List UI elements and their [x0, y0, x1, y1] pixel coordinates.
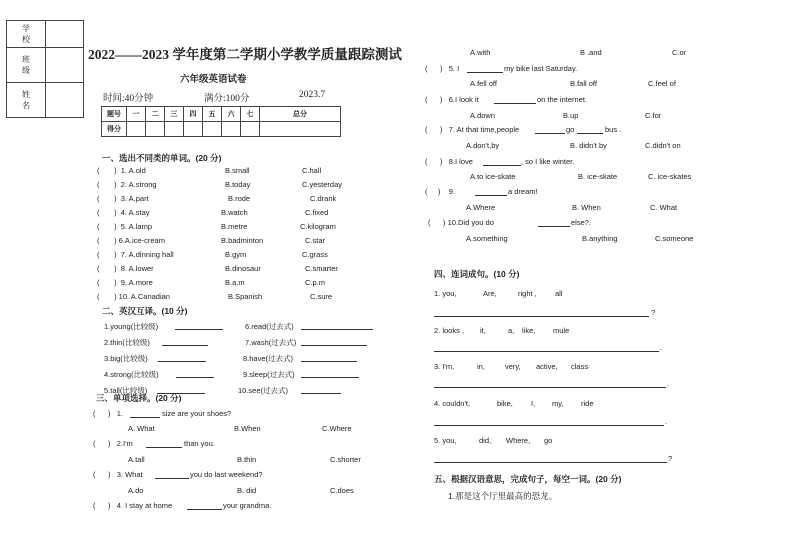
question-text: than you. [184, 439, 215, 448]
option-c: C.drank [310, 194, 337, 203]
answer-blank[interactable] [577, 133, 603, 134]
question-text: , so I like winter. [521, 157, 575, 166]
option-b: B.fall off [570, 79, 597, 88]
option-c: C.hall [302, 166, 322, 175]
option-c: C.kilogram [300, 222, 336, 231]
option-a: 2. A.strong [120, 180, 157, 189]
question-8: ( ) 8.I love [425, 157, 473, 166]
option-a: A.down [470, 111, 496, 120]
option-c: C.or [672, 48, 687, 57]
option-c: C.shorter [330, 455, 361, 464]
option-a: A.to ice-skate [470, 172, 516, 181]
score-cell[interactable] [146, 122, 165, 137]
option-a: A.fell off [470, 79, 497, 88]
option-a: 6.A.ice-cream [118, 236, 165, 245]
end-punct: . [667, 379, 670, 388]
list-item: ( ) 6.A.ice-cream [97, 236, 165, 245]
answer-blank[interactable] [158, 361, 206, 362]
answer-blank[interactable] [301, 393, 341, 394]
word-prompt: like, [522, 326, 536, 335]
section1-title: 一、选出不同类的单词。(20 分) [102, 153, 222, 163]
translation-prompt: 8.have(过去式) [243, 354, 294, 363]
option-c: C. What [650, 203, 678, 212]
answer-blank[interactable] [301, 345, 367, 346]
option-b: B.dinosaur [225, 264, 261, 273]
word-prompt: very, [505, 362, 521, 371]
answer-blank[interactable] [538, 226, 570, 227]
score-cell[interactable] [184, 122, 203, 137]
translation-prompt: 1.young(比较级) [104, 322, 159, 331]
option-c: C.yesterday [302, 180, 343, 189]
answer-blank[interactable] [301, 377, 359, 378]
option-c: C.fixed [305, 208, 329, 217]
list-item: ( ) 5. A.lamp [97, 222, 153, 231]
answer-blank[interactable] [301, 329, 373, 330]
answer-blank[interactable] [494, 103, 536, 104]
list-item: ( ) 1. A.old [97, 166, 146, 175]
word-prompt: mule [553, 326, 570, 335]
word-prompt: it, [480, 326, 486, 335]
exam-time: 时间:40分钟 [103, 94, 154, 104]
score-header-cell: 四 [184, 107, 203, 122]
list-item: ( ) 9. A.more [97, 278, 153, 287]
option-c: C.p.m [305, 278, 326, 287]
score-cell[interactable] [165, 122, 184, 137]
name-field[interactable] [46, 83, 84, 118]
class-label: 班 级 [7, 48, 46, 83]
answer-line[interactable] [434, 387, 666, 388]
question-10: ( ) 10.Did you do [428, 218, 494, 227]
answer-blank[interactable] [467, 72, 503, 73]
word-prompt: I, [531, 399, 536, 408]
option-b: B.rode [228, 194, 251, 203]
end-punct: . [665, 417, 668, 426]
answer-blank[interactable] [187, 509, 222, 510]
score-cell[interactable] [260, 122, 341, 137]
answer-blank[interactable] [175, 329, 223, 330]
option-c: C.someone [655, 234, 694, 243]
translation-prompt: 5.tall(比较级) [104, 386, 148, 395]
answer-blank[interactable] [155, 478, 189, 479]
school-label: 学 校 [7, 21, 46, 48]
option-a: A.don't,by [466, 141, 500, 150]
question-text: bus . [605, 125, 622, 134]
option-c: C.does [330, 486, 354, 495]
question-text: you do last weekend? [190, 470, 263, 479]
school-field[interactable] [46, 21, 84, 48]
translation-prompt: 10.see(过去式) [238, 386, 289, 395]
score-header-cell: 题号 [102, 107, 127, 122]
list-item: ( ) 3. A.part [97, 194, 149, 203]
option-a: 4. A.stay [120, 208, 150, 217]
option-a: A.Where [466, 203, 496, 212]
word-prompt: active, [536, 362, 558, 371]
score-cell[interactable] [203, 122, 222, 137]
option-c: C.star [305, 236, 326, 245]
answer-line[interactable] [434, 351, 659, 352]
score-header-cell: 七 [241, 107, 260, 122]
word-prompt: Where, [506, 436, 531, 445]
option-b: B.gym [225, 250, 247, 259]
option-b: B.Spanish [228, 292, 263, 301]
word-prompt: 4. couldn't, [434, 399, 471, 408]
word-prompt: in, [477, 362, 485, 371]
section3-title: 三、单项选择。(20 分) [96, 393, 182, 403]
list-item: ( ) 7. A.dinning hall [97, 250, 174, 259]
question-7: ( ) 7. At that time,people [425, 125, 520, 134]
question-5: ( ) 5. I [425, 64, 460, 73]
score-header-cell: 六 [222, 107, 241, 122]
word-prompt: all [555, 289, 563, 298]
option-c: C.smarter [305, 264, 338, 273]
word-prompt: 5. you, [434, 436, 457, 445]
question-text: else?. [571, 218, 592, 227]
score-cell[interactable] [241, 122, 260, 137]
score-header-cell: 总分 [260, 107, 341, 122]
score-value-row [102, 122, 341, 137]
option-a: A.tall [128, 455, 145, 464]
end-punct: ? [668, 454, 673, 463]
word-prompt: class [571, 362, 589, 371]
option-a: 7. A.dinning hall [120, 250, 174, 259]
option-b: B.small [225, 166, 250, 175]
option-a: A.with [470, 48, 491, 57]
list-item: ( ) 4. A.stay [97, 208, 150, 217]
word-prompt: bike, [497, 399, 513, 408]
question-text: on the internet. [537, 95, 588, 104]
list-item: ( ) 2. A.strong [97, 180, 157, 189]
exam-subtitle: 六年级英语试卷 [180, 74, 247, 85]
option-b: B.metre [221, 222, 248, 231]
option-b: B.a.m [225, 278, 245, 287]
option-b: B.anything [582, 234, 618, 243]
full-score: 满分:100分 [204, 94, 250, 104]
answer-blank[interactable] [301, 361, 357, 362]
option-c: C.grass [302, 250, 328, 259]
word-prompt: my, [552, 399, 564, 408]
question-1: ( ) 1. [93, 409, 124, 418]
score-header-cell: 一 [127, 107, 146, 122]
answer-blank[interactable] [475, 195, 507, 196]
score-cell[interactable] [222, 122, 241, 137]
option-a: A. What [128, 424, 155, 433]
question-2: ( ) 2.I'm [93, 439, 133, 448]
option-a: A.do [128, 486, 144, 495]
word-prompt: 2. looks , [434, 326, 465, 335]
question-3: ( ) 3. What [93, 470, 143, 479]
question-4: ( ) 4. I stay at home [93, 501, 173, 510]
section5-title: 五、根据汉语意思，完成句子，每空一词。(20 分) [434, 474, 622, 484]
option-b: B. didn't by [570, 141, 607, 150]
option-c: C.sure [310, 292, 333, 301]
score-header-cell: 三 [165, 107, 184, 122]
question-text: your grandma. [223, 501, 272, 510]
translation-prompt: 2.thin(比较级) [104, 338, 150, 347]
option-b: B.When [234, 424, 261, 433]
option-a: A.something [466, 234, 508, 243]
question-text: go [566, 125, 575, 134]
word-prompt: go [544, 436, 553, 445]
translation-prompt: 4.strong(比较级) [104, 370, 159, 379]
question-text: a dream! [508, 187, 538, 196]
score-row-label: 得分 [102, 122, 127, 137]
question-text: size are your shoes? [162, 409, 232, 418]
word-prompt: 3. I'm, [434, 362, 455, 371]
name-label: 姓 名 [7, 83, 46, 118]
sentence-prompt: 1.那是这个厅里最高的恐龙。 [448, 491, 558, 501]
list-item: ( ) 8. A.lower [97, 264, 154, 273]
score-header-cell: 二 [146, 107, 165, 122]
question-6: ( ) 6.I look it [425, 95, 479, 104]
answer-line[interactable] [434, 462, 667, 463]
option-c: C.didn't on [645, 141, 681, 150]
end-punct: ? [651, 308, 656, 317]
answer-line[interactable] [434, 425, 664, 426]
question-9: ( ) 9. [425, 187, 456, 196]
answer-blank[interactable] [535, 133, 565, 134]
option-b: B.badminton [221, 236, 264, 245]
end-punct: . [660, 343, 663, 352]
option-a: 8. A.lower [120, 264, 154, 273]
question-text: my bike last Saturday. [504, 64, 578, 73]
option-c: C.for [645, 111, 662, 120]
exam-title: 2022——2023 学年度第二学期小学教学质量跟踪测试 [88, 47, 402, 62]
option-b: B. When [572, 203, 601, 212]
translation-prompt: 7.wash(过去式) [245, 338, 297, 347]
option-b: B. ice-skate [578, 172, 618, 181]
option-a: 10. A.Canadian [118, 292, 170, 301]
option-c: C.feel of [648, 79, 676, 88]
list-item: ( ) 10. A.Canadian [97, 292, 170, 301]
word-prompt: ride [581, 399, 594, 408]
word-prompt: right , [518, 289, 537, 298]
option-b: B. did [237, 486, 257, 495]
section2-title: 二、英汉互译。(10 分) [102, 306, 188, 316]
answer-blank[interactable] [162, 345, 208, 346]
answer-blank[interactable] [176, 377, 214, 378]
word-prompt: did, [479, 436, 492, 445]
score-header-cell: 五 [203, 107, 222, 122]
option-b: B.up [563, 111, 579, 120]
answer-blank[interactable] [130, 417, 160, 418]
option-a: 3. A.part [120, 194, 149, 203]
binding-info-table [6, 20, 84, 118]
option-c: C. ice-skates [648, 172, 692, 181]
exam-date: 2023.7 [299, 90, 326, 100]
translation-prompt: 3.big(比较级) [104, 354, 148, 363]
section4-title: 四、连词成句。(10 分) [434, 269, 520, 279]
score-table [101, 106, 341, 137]
answer-blank[interactable] [483, 165, 521, 166]
score-cell[interactable] [127, 122, 146, 137]
score-header-row [102, 107, 341, 122]
option-b: B.watch [221, 208, 248, 217]
word-prompt: a, [508, 326, 515, 335]
answer-line[interactable] [434, 316, 649, 317]
word-prompt: 1. you, [434, 289, 457, 298]
option-b: B.thin [237, 455, 257, 464]
word-prompt: Are, [483, 289, 497, 298]
option-a: 9. A.more [120, 278, 153, 287]
translation-prompt: 6.read(过去式) [245, 322, 294, 331]
option-a: 5. A.lamp [120, 222, 153, 231]
option-a: 1. A.old [120, 166, 146, 175]
answer-blank[interactable] [146, 447, 182, 448]
class-field[interactable] [46, 48, 84, 83]
translation-prompt: 9.sleep(过去式) [243, 370, 295, 379]
option-b: B .and [580, 48, 602, 57]
option-b: B.today [225, 180, 251, 189]
option-c: C.Where [322, 424, 352, 433]
